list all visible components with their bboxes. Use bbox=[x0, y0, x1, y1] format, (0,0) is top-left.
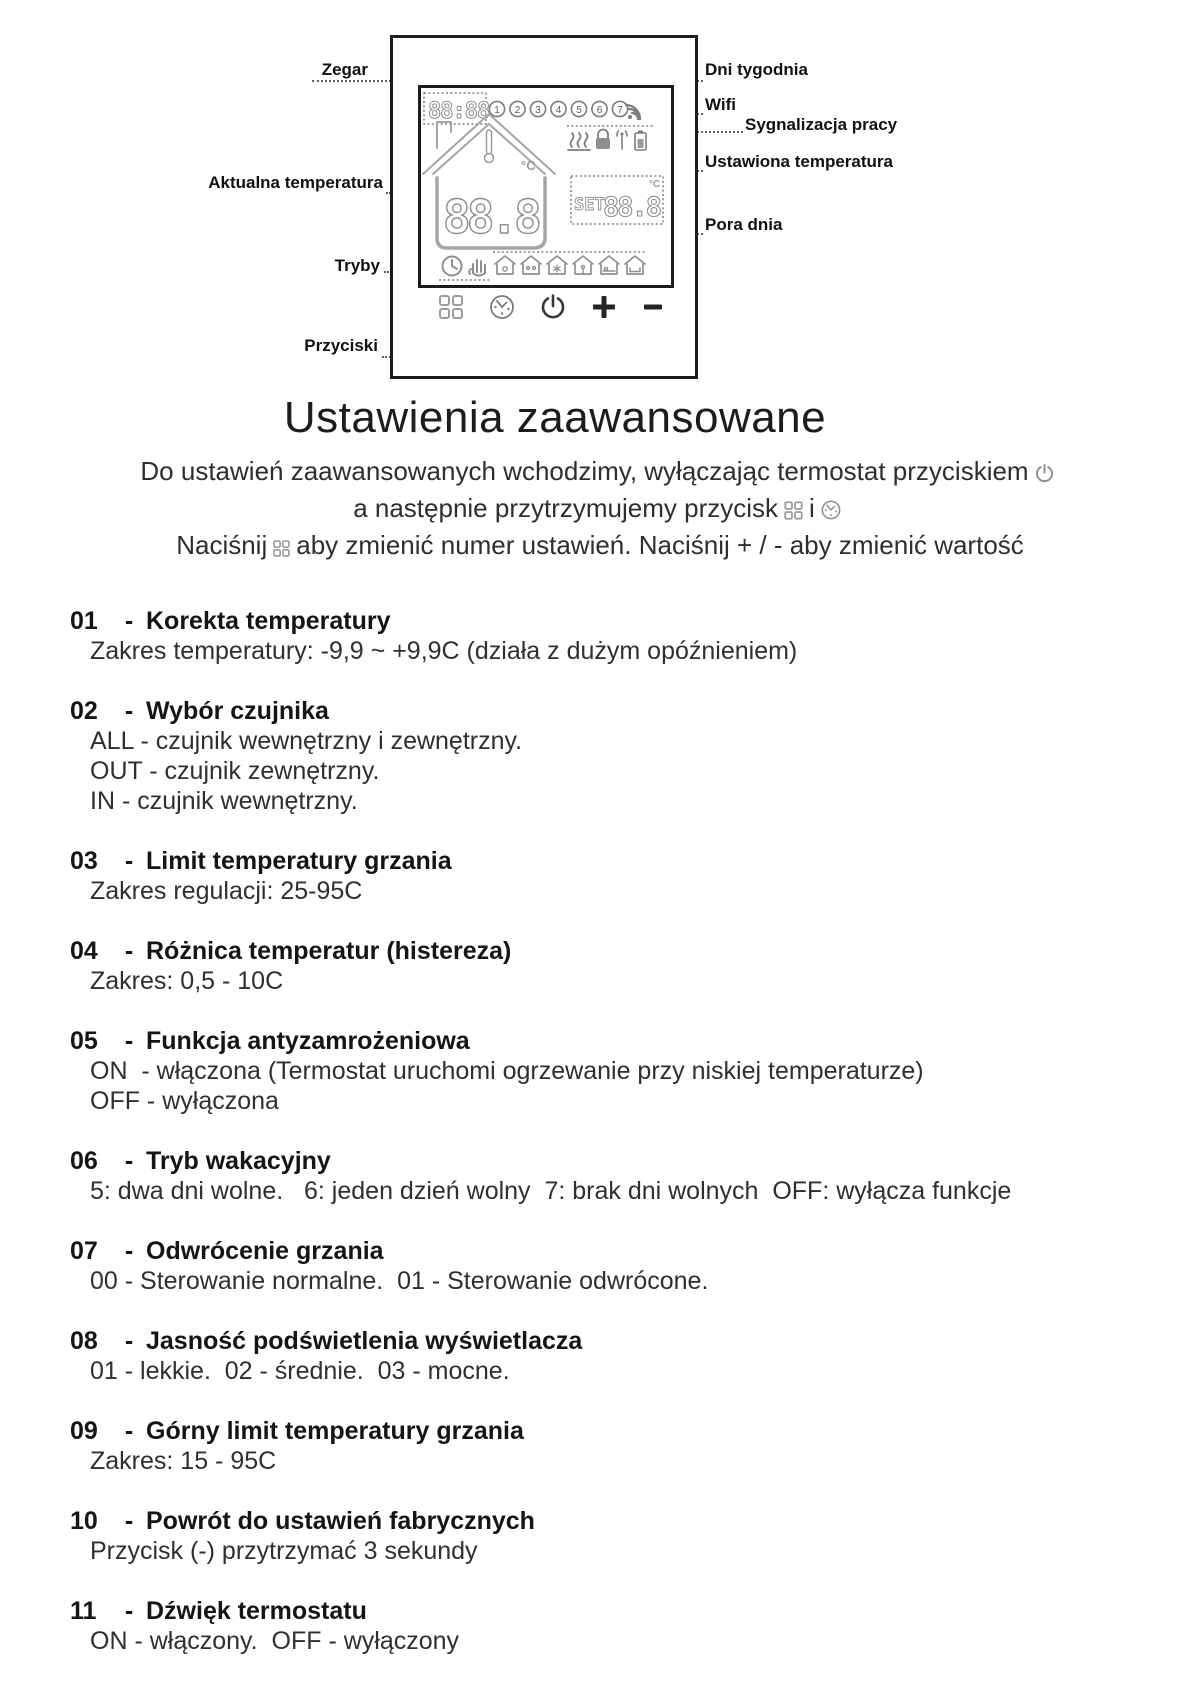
section-dash: - bbox=[124, 1327, 134, 1355]
label-pora-dnia: Pora dnia bbox=[705, 215, 783, 234]
power-button bbox=[539, 293, 567, 321]
antenna-icon bbox=[617, 131, 627, 149]
section-body bbox=[70, 1446, 1160, 1476]
section-number: 10 bbox=[70, 1507, 98, 1535]
thermostat-diagram bbox=[0, 0, 1200, 385]
section-number: 09 bbox=[70, 1417, 98, 1445]
setting-section bbox=[70, 846, 1160, 906]
section-heading bbox=[70, 936, 1160, 966]
section-dash: - bbox=[124, 847, 134, 875]
section-title: Jasność podświetlenia wyświetlacza bbox=[146, 1327, 583, 1355]
set-label: SET bbox=[574, 195, 605, 215]
intro-line-2-text-b: i bbox=[809, 493, 815, 523]
intro-line-3-text-b: aby zmienić numer ustawień. Naciśnij + / - aby zmienić wartość bbox=[296, 530, 1024, 560]
svg-text:1: 1 bbox=[494, 104, 500, 116]
intro-line-2-text: a następnie przytrzymujemy przycisk bbox=[353, 493, 779, 523]
section-body bbox=[70, 726, 1160, 816]
label-zegar: Zegar bbox=[321, 60, 368, 79]
section-number: 11 bbox=[70, 1597, 97, 1625]
section-title: Górny limit temperatury grzania bbox=[146, 1417, 524, 1445]
section-body-line: Zakres: 0,5 - 10C bbox=[90, 967, 284, 995]
setting-section bbox=[70, 936, 1160, 996]
intro-line-2 bbox=[0, 492, 1200, 529]
label-aktualna-temperatura: Aktualna temperatura bbox=[208, 173, 383, 192]
label-ustawiona-temperatura: Ustawiona temperatura bbox=[705, 152, 893, 171]
section-title: Tryb wakacyjny bbox=[146, 1147, 331, 1175]
label-tryby: Tryby bbox=[334, 256, 380, 275]
section-heading bbox=[70, 1416, 1160, 1446]
section-heading bbox=[70, 1506, 1160, 1536]
section-body-line: 00 - Sterowanie normalne. 01 - Sterowanie odwrócone. bbox=[90, 1267, 709, 1295]
section-body bbox=[70, 966, 1160, 996]
thermostat-frame bbox=[390, 35, 698, 379]
section-heading bbox=[70, 1236, 1160, 1266]
page-title: Ustawienia zaawansowane bbox=[283, 393, 827, 442]
mode-hand-icon bbox=[469, 260, 485, 276]
section-heading bbox=[70, 606, 1160, 636]
setting-section bbox=[70, 1236, 1160, 1296]
minus-button bbox=[641, 293, 665, 321]
setting-section bbox=[70, 1416, 1160, 1476]
section-title: Dźwięk termostatu bbox=[146, 1597, 367, 1625]
section-body bbox=[70, 636, 1160, 666]
section-body-line: ON - włączony. OFF - wyłączony bbox=[90, 1627, 460, 1655]
section-heading bbox=[70, 696, 1160, 726]
section-body-line: ON - włączona (Termostat uruchomi ogrzewanie przy niskiej temperaturze) bbox=[90, 1057, 924, 1085]
day-circles bbox=[489, 101, 627, 116]
section-title: Wybór czujnika bbox=[146, 697, 329, 725]
section-body-line: Zakres regulacji: 25-95C bbox=[90, 877, 363, 905]
section-title: Różnica temperatur (histereza) bbox=[146, 937, 512, 965]
label-wifi: Wifi bbox=[705, 95, 737, 114]
intro-line-3 bbox=[0, 529, 1200, 566]
section-dash: - bbox=[124, 697, 134, 725]
section-number: 07 bbox=[70, 1237, 98, 1265]
setting-section bbox=[70, 1026, 1160, 1116]
section-body-line: IN - czujnik wewnętrzny. bbox=[90, 787, 358, 815]
section-number: 04 bbox=[70, 937, 98, 965]
section-dash: - bbox=[124, 1417, 134, 1445]
section-title: Powrót do ustawień fabrycznych bbox=[146, 1507, 535, 1535]
lcd-display bbox=[418, 85, 674, 288]
section-number: 06 bbox=[70, 1147, 98, 1175]
grid-icon bbox=[783, 496, 804, 529]
setting-section bbox=[70, 606, 1160, 666]
section-body-line: 5: dwa dni wolne. 6: jeden dzień wolny 7: brak dni wolnych OFF: wyłącza funkcje bbox=[90, 1177, 1012, 1205]
section-body bbox=[70, 1176, 1160, 1206]
section-body-line: OFF - wyłączona bbox=[90, 1087, 279, 1115]
section-body bbox=[70, 876, 1160, 906]
section-heading bbox=[70, 1326, 1160, 1356]
menu-button bbox=[437, 293, 465, 321]
svg-text:4: 4 bbox=[555, 104, 562, 116]
svg-text:7: 7 bbox=[617, 104, 623, 116]
current-temp-unit: °C bbox=[521, 158, 536, 173]
intro-line-1 bbox=[0, 455, 1200, 492]
section-title: Korekta temperatury bbox=[146, 607, 391, 635]
setting-section bbox=[70, 1326, 1160, 1386]
section-body-line: Przycisk (-) przytrzymać 3 sekundy bbox=[90, 1537, 478, 1565]
power-icon bbox=[1034, 459, 1055, 492]
section-title: Odwrócenie grzania bbox=[146, 1237, 384, 1265]
section-title: Funkcja antyzamrożeniowa bbox=[146, 1027, 470, 1055]
settings-list bbox=[0, 606, 1200, 1656]
svg-text:2: 2 bbox=[514, 104, 521, 116]
setting-section bbox=[70, 1506, 1160, 1566]
section-number: 01 bbox=[70, 607, 98, 635]
set-temp-unit: °C bbox=[649, 179, 661, 190]
section-heading bbox=[70, 846, 1160, 876]
timer-icon bbox=[820, 496, 842, 529]
mode-clock-icon bbox=[443, 257, 462, 276]
time-of-day-icons bbox=[495, 256, 645, 274]
setting-section bbox=[70, 1596, 1160, 1656]
section-body-line: ALL - czujnik wewnętrzny i zewnętrzny. bbox=[90, 727, 523, 755]
section-body bbox=[70, 1626, 1160, 1656]
section-heading bbox=[70, 1596, 1160, 1626]
section-dash: - bbox=[124, 1237, 134, 1265]
svg-text:6: 6 bbox=[596, 104, 603, 116]
setting-section bbox=[70, 696, 1160, 816]
section-body bbox=[70, 1266, 1160, 1296]
timer-button bbox=[488, 293, 516, 321]
label-sygnalizacja-pracy: Sygnalizacja pracy bbox=[745, 115, 898, 134]
section-dash: - bbox=[124, 607, 134, 635]
plus-button bbox=[590, 293, 618, 321]
section-number: 03 bbox=[70, 847, 98, 875]
svg-text:3: 3 bbox=[535, 104, 541, 116]
lcd-graphics bbox=[421, 88, 671, 285]
heating-icon bbox=[568, 133, 590, 150]
section-body-line: Zakres temperatury: -9,9 ~ +9,9C (działa z dużym opóźnieniem) bbox=[90, 637, 798, 665]
section-body bbox=[70, 1356, 1160, 1386]
section-body-line: 01 - lekkie. 02 - średnie. 03 - mocne. bbox=[90, 1357, 510, 1385]
set-temp-digits: 88.8 bbox=[603, 192, 661, 223]
section-dash: - bbox=[124, 1507, 134, 1535]
label-dni-tygodnia: Dni tygodnia bbox=[705, 60, 808, 79]
section-number: 05 bbox=[70, 1027, 98, 1055]
setting-section bbox=[70, 1146, 1160, 1206]
section-body-line: OUT - czujnik zewnętrzny. bbox=[90, 757, 380, 785]
section-dash: - bbox=[124, 1027, 134, 1055]
grid-icon bbox=[272, 533, 291, 566]
intro-line-1-text: Do ustawień zaawansowanych wchodzimy, wyłączając termostat przyciskiem bbox=[140, 456, 1029, 486]
current-temp-digits: 88.8 bbox=[443, 190, 538, 244]
section-number: 02 bbox=[70, 697, 98, 725]
section-dash: - bbox=[124, 1597, 134, 1625]
section-title: Limit temperatury grzania bbox=[146, 847, 452, 875]
battery-icon bbox=[635, 131, 646, 151]
section-dash: - bbox=[124, 937, 134, 965]
lock-icon bbox=[596, 130, 610, 150]
thermometer-icon bbox=[485, 130, 494, 163]
intro-line-3-text: Naciśnij bbox=[176, 530, 268, 560]
section-heading bbox=[70, 1026, 1160, 1056]
section-body bbox=[70, 1536, 1160, 1566]
section-dash: - bbox=[124, 1147, 134, 1175]
section-heading bbox=[70, 1146, 1160, 1176]
clock-digits: 88:88 bbox=[428, 99, 490, 124]
button-row bbox=[437, 290, 665, 324]
section-number: 08 bbox=[70, 1327, 98, 1355]
svg-text:5: 5 bbox=[576, 104, 582, 116]
label-przyciski: Przyciski bbox=[304, 336, 378, 355]
section-body-line: Zakres: 15 - 95C bbox=[90, 1447, 277, 1475]
section-body bbox=[70, 1056, 1160, 1116]
